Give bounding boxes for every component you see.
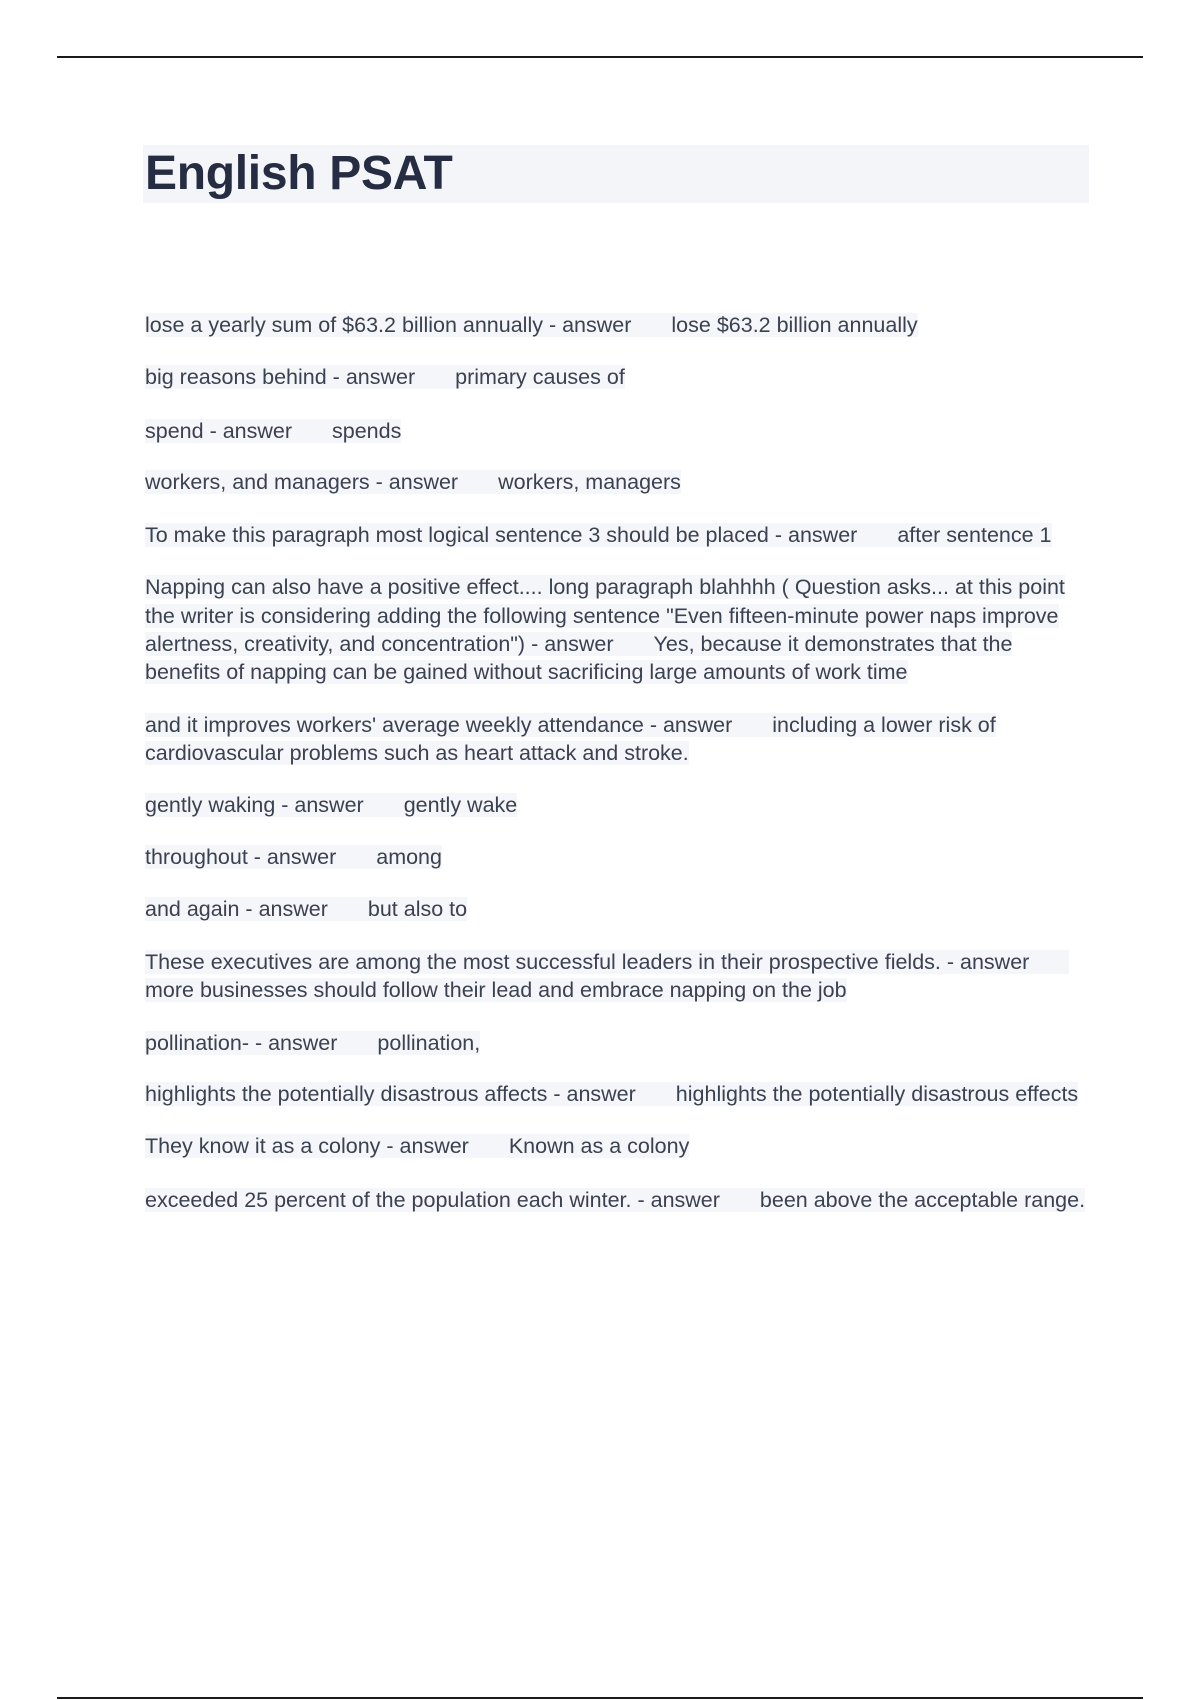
qa-term: gently waking	[145, 793, 276, 818]
qa-answer: lose $63.2 billion annually	[671, 313, 918, 337]
qa-separator: -	[542, 313, 563, 337]
qa-answer: gently wake	[403, 793, 518, 818]
qa-item-text	[145, 950, 1069, 1002]
qa-answer: but also to	[367, 896, 468, 921]
qa-item	[145, 363, 1090, 391]
qa-answer-label: answer	[566, 1082, 636, 1107]
qa-item	[145, 1080, 1090, 1108]
qa-separator: -	[643, 712, 663, 737]
qa-answer-label: answer	[268, 1030, 338, 1055]
qa-item	[145, 948, 1090, 1005]
top-rule	[57, 56, 1143, 58]
qa-item	[145, 711, 1090, 768]
qa-term: pollination-	[145, 1030, 249, 1055]
qa-separator: -	[369, 469, 389, 494]
qa-answer: after sentence 1	[897, 523, 1052, 548]
qa-list	[145, 311, 1090, 1238]
qa-answer-label: answer	[345, 365, 416, 390]
qa-term: spend	[145, 418, 204, 443]
qa-answer-label: answer	[544, 632, 614, 657]
qa-term: They know it as a colony	[145, 1134, 381, 1159]
qa-item	[145, 311, 1090, 339]
qa-item-text	[145, 313, 918, 337]
qa-term: Napping can also have a positive effect.... long paragraph blahhhh ( Question asks... at this point the writer is considering adding the following sentence "Even fifteen-minute power naps improve alertness, creativity, and concentration")	[145, 575, 1065, 657]
qa-item	[145, 895, 1090, 923]
qa-item	[145, 843, 1090, 871]
qa-answer-label: answer	[788, 523, 858, 548]
qa-answer: workers, managers	[498, 469, 681, 494]
qa-separator: -	[247, 844, 267, 869]
qa-separator: -	[275, 793, 295, 818]
qa-item-text	[145, 897, 467, 921]
qa-item-text	[145, 845, 442, 869]
qa-answer: highlights the potentially disastrous effects	[675, 1082, 1079, 1107]
qa-answer: Known as a colony	[508, 1134, 690, 1159]
qa-separator: -	[525, 632, 545, 657]
qa-item	[145, 1029, 1090, 1057]
qa-item-text	[145, 1031, 480, 1055]
qa-term: throughout	[145, 844, 248, 869]
qa-separator: -	[631, 1187, 651, 1212]
qa-term: and it improves workers' average weekly attendance	[145, 712, 644, 737]
qa-separator: -	[248, 1030, 269, 1055]
qa-answer: Yes, because it demonstrates that the benefits of napping can be gained without sacrificing large amounts of work time	[145, 632, 1013, 685]
qa-separator: -	[940, 950, 960, 975]
qa-item-text	[145, 713, 996, 765]
page-title: English PSAT	[145, 147, 453, 200]
qa-separator: -	[380, 1134, 400, 1159]
qa-item	[145, 521, 1090, 549]
qa-answer: spends	[332, 418, 402, 443]
qa-item-text	[145, 1134, 689, 1158]
qa-answer-label: answer	[388, 469, 459, 494]
qa-answer-label: answer	[294, 793, 364, 818]
qa-term: highlights the potentially disastrous affects	[145, 1082, 548, 1107]
bottom-rule	[57, 1697, 1143, 1699]
qa-answer: primary causes of	[455, 365, 625, 390]
qa-item-text	[145, 470, 681, 494]
qa-answer: been above the acceptable range.	[759, 1187, 1086, 1212]
qa-answer: among	[376, 844, 442, 869]
qa-separator: -	[326, 365, 346, 390]
qa-item-text	[145, 365, 625, 389]
qa-item	[145, 417, 1090, 445]
qa-separator: -	[768, 523, 788, 548]
qa-term: and again	[145, 896, 240, 921]
qa-answer: more businesses should follow their lead and embrace napping on the job	[145, 978, 847, 1003]
qa-term: To make this paragraph most logical sentence 3 should be placed	[145, 523, 769, 548]
qa-term: workers, and managers	[145, 469, 370, 494]
qa-item-text	[145, 1082, 1078, 1106]
qa-answer-label: answer	[650, 1187, 720, 1212]
qa-separator: -	[239, 896, 259, 921]
qa-separator: -	[547, 1082, 567, 1107]
qa-item-text	[145, 575, 1065, 684]
qa-answer-label: answer	[266, 844, 337, 869]
qa-answer-label: answer	[960, 950, 1030, 975]
qa-term: exceeded 25 percent of the population each winter.	[145, 1187, 632, 1212]
qa-item-text	[145, 1188, 1085, 1212]
qa-term: big reasons behind	[145, 365, 327, 390]
qa-answer-label: answer	[562, 313, 632, 337]
qa-answer: pollination,	[377, 1030, 481, 1055]
qa-term: lose a yearly sum of $63.2 billion annually	[145, 313, 543, 337]
qa-item	[145, 1186, 1090, 1214]
qa-item-text	[145, 523, 1052, 547]
qa-answer-label: answer	[222, 418, 293, 443]
qa-item	[145, 573, 1090, 686]
qa-separator: -	[203, 418, 223, 443]
qa-item	[145, 468, 1090, 496]
qa-term: These executives are among the most successful leaders in their prospective fields.	[145, 950, 941, 975]
qa-answer: including a lower risk of cardiovascular problems such as heart attack and stroke.	[145, 712, 996, 765]
qa-answer-label: answer	[662, 712, 733, 737]
qa-item-text	[145, 419, 401, 443]
qa-item	[145, 791, 1090, 819]
qa-item-text	[145, 793, 517, 817]
qa-answer-label: answer	[258, 896, 328, 921]
qa-item	[145, 1132, 1090, 1160]
qa-answer-label: answer	[399, 1134, 469, 1159]
